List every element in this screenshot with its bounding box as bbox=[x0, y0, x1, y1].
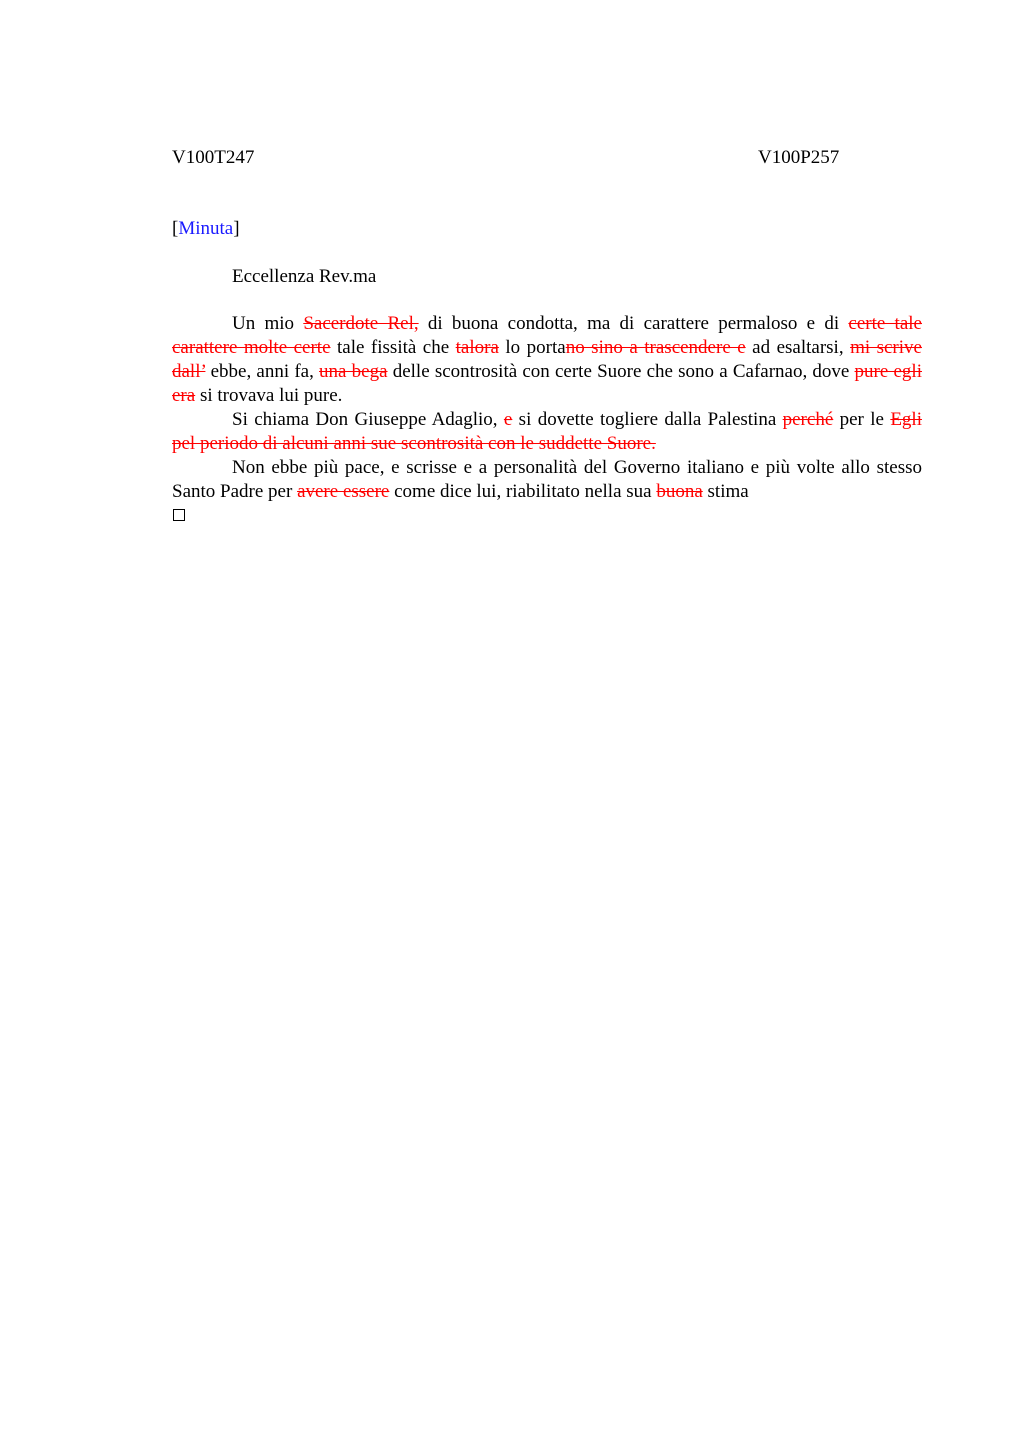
text-segment: lo porta bbox=[498, 337, 566, 358]
deleted-text-segment: e bbox=[503, 409, 513, 430]
text-segment: tale fissità che bbox=[330, 337, 456, 358]
text-segment: si dovette togliere dalla Palestina bbox=[512, 409, 783, 430]
text-segment: di buona condotta, ma di carattere permaloso e di bbox=[418, 313, 849, 334]
text-segment: si trovava lui pure. bbox=[195, 385, 343, 406]
text-segment: stima bbox=[702, 481, 749, 502]
deleted-text-segment: una bega bbox=[319, 361, 388, 382]
text-segment: Si chiama Don Giuseppe Adaglio, bbox=[232, 409, 504, 430]
text-segment: per le bbox=[833, 409, 891, 430]
paragraph-2 bbox=[172, 408, 922, 456]
paragraph-1 bbox=[172, 312, 922, 408]
document-type-label bbox=[172, 217, 240, 241]
end-of-document-marker bbox=[173, 509, 185, 521]
paragraph-3 bbox=[172, 456, 922, 504]
text-segment: Un mio bbox=[232, 313, 304, 334]
header-left-code: V100T247 bbox=[172, 147, 255, 168]
deleted-text-segment: Egli pel periodo di alcuni anni sue scontrosità con le suddette Suore. bbox=[172, 409, 922, 454]
label-close-bracket: ] bbox=[233, 218, 240, 239]
text-segment: Non ebbe più pace, e scrisse e a personalità del Governo italiano e più volte allo stesso Santo Padre per bbox=[172, 457, 922, 502]
deleted-text-segment: buona bbox=[656, 481, 703, 502]
text-segment: delle scontrosità con certe Suore che sono a Cafarnao, dove bbox=[387, 361, 855, 382]
text-segment: ebbe, anni fa, bbox=[205, 361, 320, 382]
deleted-text-segment: perché bbox=[782, 409, 834, 430]
label-open-bracket: [ bbox=[172, 218, 179, 239]
letter-body bbox=[172, 312, 922, 521]
deleted-text-segment: pure egli era bbox=[172, 361, 922, 406]
deleted-text-segment: Sacerdote Rel, bbox=[303, 313, 419, 334]
document-header bbox=[172, 146, 922, 170]
salutation: Eccellenza Rev.ma bbox=[232, 266, 377, 287]
label-text: Minuta bbox=[178, 218, 234, 239]
deleted-text-segment: no sino a trascendere e bbox=[565, 337, 746, 358]
header-right-code: V100P257 bbox=[758, 147, 840, 168]
deleted-text-segment: mi scrive dall’ bbox=[172, 337, 922, 382]
text-segment: come dice lui, riabilitato nella sua bbox=[389, 481, 657, 502]
text-segment: ad esaltarsi, bbox=[745, 337, 851, 358]
deleted-text-segment: talora bbox=[455, 337, 499, 358]
deleted-text-segment: certe tale carattere molte certe bbox=[172, 313, 922, 358]
deleted-text-segment: avere essere bbox=[297, 481, 390, 502]
